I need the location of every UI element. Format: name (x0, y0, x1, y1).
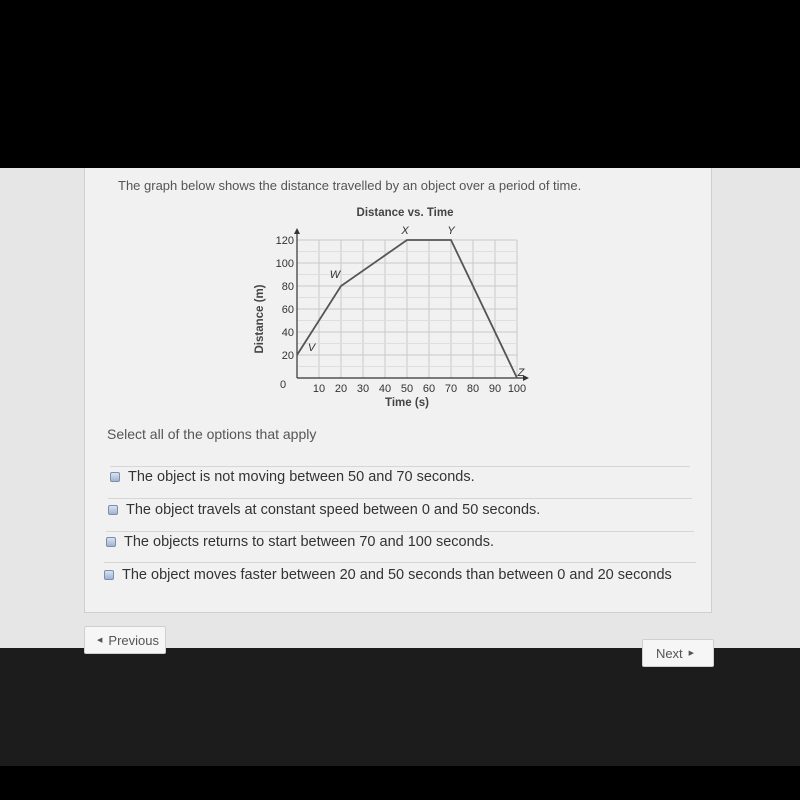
x-tick-label: 80 (466, 383, 480, 395)
next-label: Next (655, 645, 683, 661)
point-label: X (401, 225, 409, 237)
chevron-left-icon: ◀ (97, 637, 103, 644)
x-tick-label: 10 (312, 383, 326, 395)
option-row-1[interactable] (110, 469, 475, 485)
distance-time-chart (245, 200, 535, 420)
point-label: Y (447, 225, 455, 237)
x-tick-label: 30 (356, 383, 370, 395)
option-divider (110, 466, 690, 467)
option-divider (106, 531, 694, 532)
checkbox-option-3[interactable] (106, 537, 116, 547)
instruction-text: Select all of the options that apply (107, 426, 317, 442)
chevron-right-icon: ▶ (688, 650, 695, 657)
point-label: Z (517, 367, 525, 379)
y-tick-label: 80 (281, 281, 294, 293)
origin-label: 0 (279, 379, 287, 391)
checkbox-option-1[interactable] (110, 472, 120, 482)
option-label-3: The objects returns to start between 70 and 100 seconds. (124, 534, 494, 550)
y-tick-label: 40 (281, 327, 294, 339)
chart-container (245, 200, 535, 420)
point-label: V (307, 342, 316, 354)
option-row-2[interactable] (108, 502, 540, 518)
point-label: W (329, 269, 341, 281)
y-axis-arrow (294, 228, 300, 234)
x-tick-label: 70 (444, 383, 458, 395)
option-row-3[interactable] (106, 534, 494, 550)
checkbox-option-4[interactable] (104, 570, 114, 580)
y-tick-label: 60 (281, 304, 294, 316)
x-tick-label: 50 (400, 383, 414, 395)
x-tick-label: 100 (507, 383, 527, 395)
y-tick-label: 100 (275, 258, 294, 270)
checkbox-option-2[interactable] (108, 505, 118, 515)
next-button[interactable] (642, 639, 714, 667)
x-tick-label: 40 (378, 383, 392, 395)
option-label-4: The object moves faster between 20 and 50 seconds than between 0 and 20 seconds (122, 567, 672, 583)
previous-button[interactable] (84, 626, 166, 654)
chart-title: Distance vs. Time (356, 207, 454, 219)
option-divider (108, 498, 692, 499)
x-tick-label: 60 (422, 383, 436, 395)
option-label-2: The object travels at constant speed between 0 and 50 seconds. (126, 502, 541, 518)
y-axis-label: Distance (m) (254, 284, 266, 354)
x-tick-label: 90 (488, 383, 502, 395)
option-row-4[interactable] (104, 567, 672, 583)
y-tick-label: 120 (275, 235, 294, 247)
option-label-1: The object is not moving between 50 and 70 seconds. (128, 469, 475, 485)
x-tick-label: 20 (334, 383, 348, 395)
y-tick-label: 20 (281, 350, 294, 362)
x-axis-label: Time (s) (385, 397, 429, 409)
option-divider (104, 562, 696, 563)
previous-label: Previous (108, 632, 159, 648)
question-prompt: The graph below shows the distance travelled by an object over a period of time. (118, 178, 582, 193)
